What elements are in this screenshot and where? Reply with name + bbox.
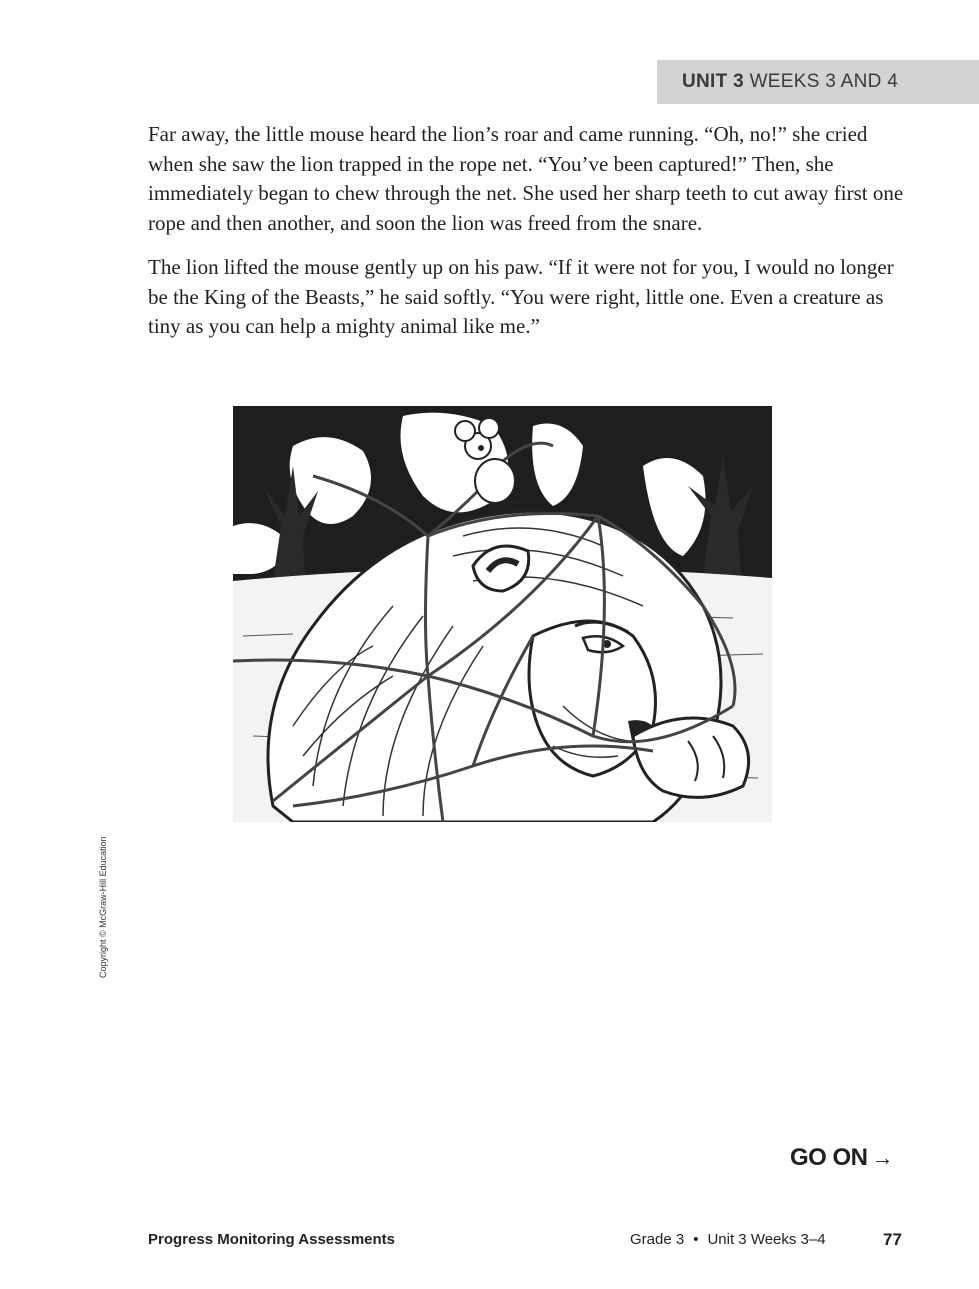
story-paragraph: Far away, the little mouse heard the lion’s roar and came running. “Oh, no!” she cried when she saw the lion trapped in the rope net. “You’ve been captured!” Then, she immediately began to chew through the net. She used her sharp teeth to cut away first one rope and then another, and soon the lion was freed from the snare. bbox=[148, 122, 904, 236]
footer-grade-unit bbox=[630, 1231, 826, 1248]
unit-label: UNIT 3 bbox=[682, 71, 744, 92]
story-paragraph: The lion lifted the mouse gently up on his paw. “If it were not for you, I would no longer be the King of the Beasts,” he said softly. “You were right, little one. Even a creature as tiny as you can help a mighty animal like me.” bbox=[148, 254, 894, 339]
unit-header-tab bbox=[657, 60, 979, 104]
bullet-separator: • bbox=[693, 1231, 699, 1248]
arrow-right-icon: → bbox=[871, 1145, 894, 1170]
footer-unit-weeks: Unit 3 Weeks 3–4 bbox=[707, 1231, 826, 1248]
go-on-button[interactable] bbox=[790, 1144, 893, 1172]
story-text bbox=[148, 120, 908, 356]
copyright-notice: Copyright © McGraw-Hill Education bbox=[98, 836, 108, 978]
page-number: 77 bbox=[883, 1230, 902, 1249]
weeks-label: WEEKS 3 AND 4 bbox=[749, 71, 899, 92]
lion-mouse-illustration bbox=[233, 406, 772, 822]
go-on-label: GO ON bbox=[790, 1144, 868, 1171]
footer-grade: Grade 3 bbox=[630, 1231, 685, 1248]
footer-title: Progress Monitoring Assessments bbox=[148, 1231, 396, 1248]
